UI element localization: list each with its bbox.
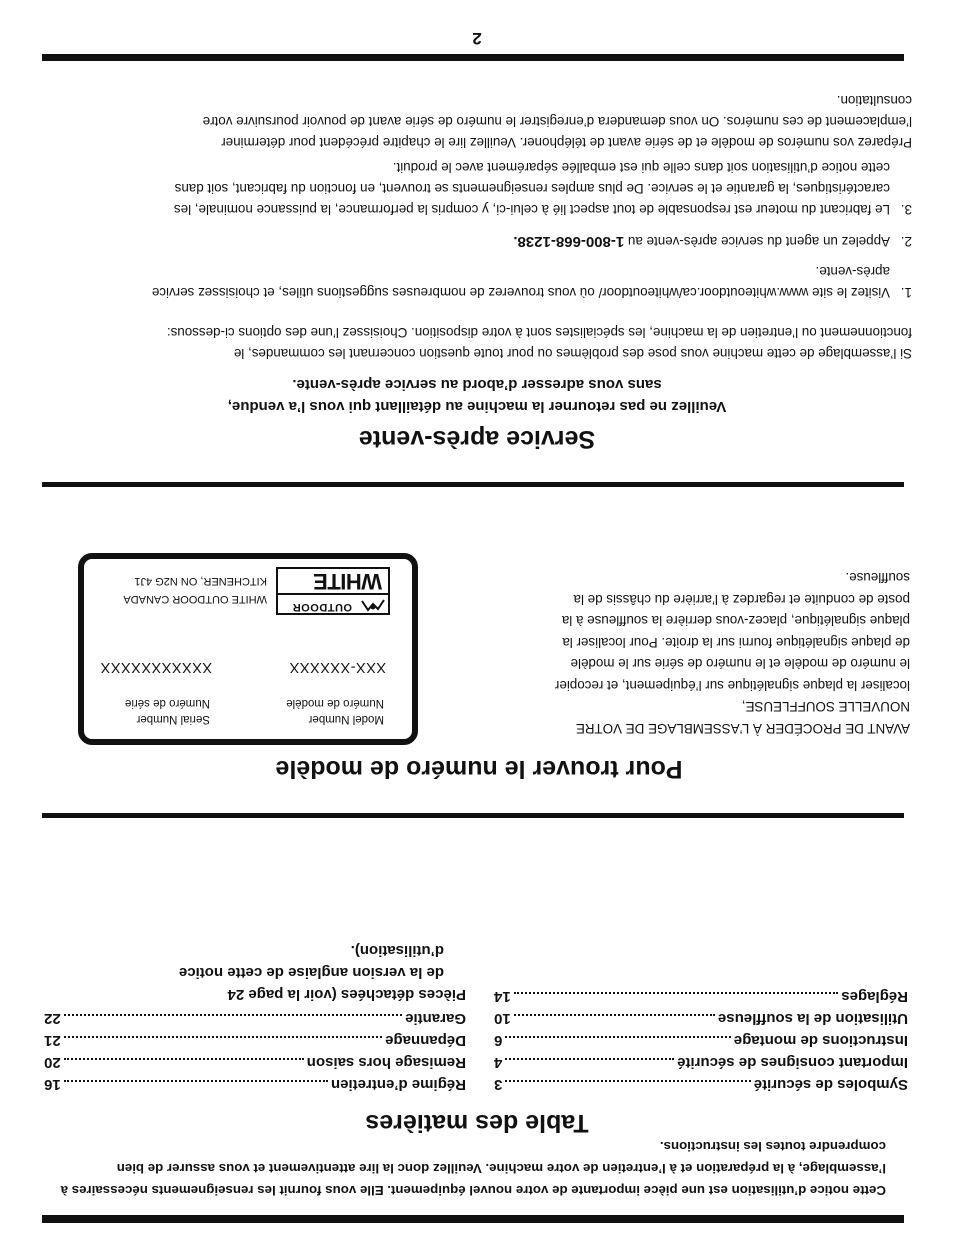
intro-paragraph: Cette notice d’utilisation est une pièce importante de votre nouvel équipement. Elle vous fournit les renseignements nécessaires à l’assemblage, à la préparation et à l’entretien de votre machine. Veuillez donc la lire attentivement et vous assurer de bien comprendre toutes les instructions. xyxy=(60,1139,886,1198)
bottom-rule xyxy=(42,54,904,61)
section-rule xyxy=(42,813,904,818)
model-number-label-en: Model Number xyxy=(308,713,384,725)
service-closing: Préparez vos numéros de modèle et de série avant de téléphoner. Veuillez lire le chapitre précédent pour déterminer l’emplacement de ces numéros. On vous demandera d’enregistrer le numéro de série avant de pouvoir poursuivre votre consultation. xyxy=(202,93,912,150)
toc-parts-line-3: d’utilisation). xyxy=(350,942,444,959)
serial-number-label-fr: Numéro de série xyxy=(124,697,210,709)
service-warning-line-2: sans vous adresser d’abord au service après-vente. xyxy=(292,376,662,393)
snowflake-mascot-icon xyxy=(360,598,386,612)
toc-item[interactable]: Réglages 14 xyxy=(494,988,908,1005)
model-instructions: AVANT DE PROCÉDER À L’ASSEMBLAGE DE VOTRE NOUVELLE SOUFFLEUSE, localiser la plaque signalétique sur l’équipement, et recopier le numéro de modèle et le numéro de série sur le modèle de plaque signalétique fourni sur la droite. Pour localiser la plaque signalétique, placez-vous derrière la souffleuse à la poste de conduite et regardez à l’arrière du châssis de la souffleuse. xyxy=(554,570,910,736)
serial-number-value: XXXXXXXXXXX xyxy=(100,659,212,675)
toc-title: Table des matières xyxy=(365,1109,589,1137)
toc-parts-line-2: de la version anglaise de cette notice xyxy=(178,964,444,981)
service-option-2: 2. Appelez un agent du service après-vente au 1-800-668-1238. xyxy=(513,233,912,250)
service-phone-number[interactable]: 1-800-668-1238. xyxy=(513,233,625,250)
page-number: 2 xyxy=(472,29,482,48)
serial-number-label-en: Serial Number xyxy=(136,713,210,725)
model-number-value: XXX-XXXXXX xyxy=(289,659,386,675)
identification-plate xyxy=(78,553,418,745)
brand-main: WHITE xyxy=(313,569,382,594)
toc-item[interactable]: Instructions de montage 6 xyxy=(494,1032,908,1049)
toc-item[interactable]: Symboles de sécurité 3 xyxy=(494,1076,908,1093)
toc-item[interactable]: Important consignes de sécurité 4 xyxy=(494,1054,908,1071)
toc-item[interactable]: Remisage hors saison 20 xyxy=(44,1054,466,1071)
service-paragraph: Si l’assemblage de cette machine vous pose des problèmes ou pour toute question concernant les commandes, le fonctionnement ou l’entretien de la machine, les spécialistes sont à votre disposition. Choisissez l’une des options ci-dessous: xyxy=(166,325,912,361)
toc-item[interactable]: Utilisation de la souffleuse 10 xyxy=(494,1010,908,1027)
toc-item[interactable]: Dépannage 21 xyxy=(44,1032,466,1049)
plate-address-line-2: KITCHENER, ON N2G 4J1 xyxy=(134,575,267,587)
plate-address-line-1: WHITE OUTDOOR CANADA xyxy=(123,593,267,605)
model-number-label-fr: Numéro de modèle xyxy=(286,697,384,709)
service-section-title: Service après-vente xyxy=(358,425,596,453)
white-outdoor-logo xyxy=(276,567,390,615)
service-option-3: 3. Le fabricant du moteur est responsable de tout aspect lié à celui-ci, y compris la performance, la puissance nominale, les caractéristiques, la garantie et le service. De plus amples renseignements se trouvent, en fonction du fabricant, soit dans cette notice d’utilisation soit dans celle qui est emballée séparément avec le produit. xyxy=(173,160,912,217)
brand-sub: OUTDOOR xyxy=(292,601,352,613)
model-section-title: Pour trouver le numéro de modèle xyxy=(275,755,683,783)
top-rule xyxy=(42,1215,904,1223)
service-option-1: 1. Visitez le site www.whiteoutdoor.ca/whiteoutdoor/ où vous trouverez de nombreuses suggestions utiles, et choisissez service après-vente. xyxy=(151,264,912,300)
toc-item[interactable]: Garantie 22 xyxy=(44,1010,466,1027)
toc-parts-line-1: Pièces détachées (voir la page 24 xyxy=(227,986,466,1003)
toc-item[interactable]: Régime d’entretien 16 xyxy=(44,1076,466,1093)
service-warning-line-1: Veuillez ne pas retourner la machine au détaillant qui vous l’a vendue, xyxy=(227,398,727,415)
section-rule xyxy=(42,482,904,487)
